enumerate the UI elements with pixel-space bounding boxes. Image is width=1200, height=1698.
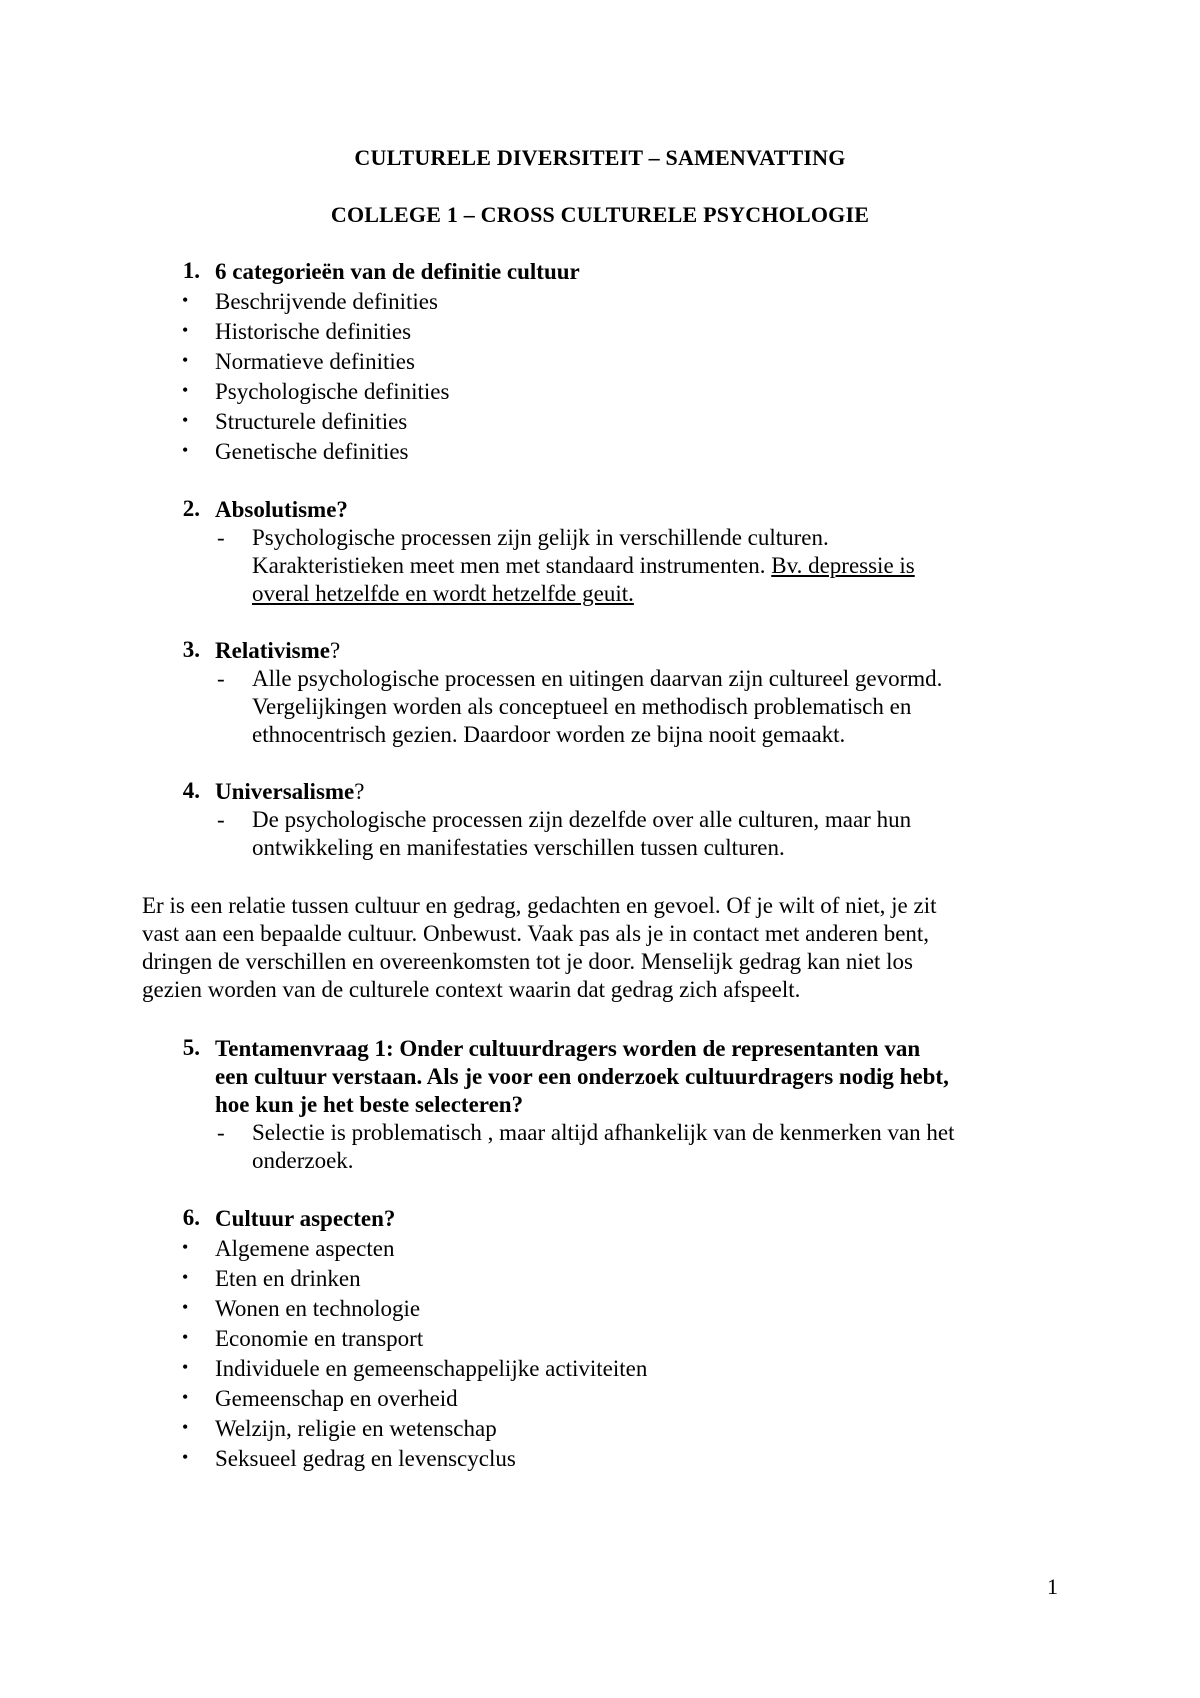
list-item: Historische definities	[215, 319, 412, 344]
section-number: 1.	[182, 258, 200, 283]
list-item: Beschrijvende definities	[215, 289, 438, 314]
dash-marker: -	[217, 666, 225, 691]
section-number: 4.	[182, 778, 200, 803]
heading-question-mark: ?	[329, 638, 341, 663]
dash-marker: -	[217, 807, 225, 832]
section-heading-line: een cultuur verstaan. Als je voor een onderzoek cultuurdragers nodig hebt,	[215, 1064, 949, 1089]
bullet-icon: •	[182, 1357, 189, 1377]
bullet-icon: •	[182, 1387, 189, 1407]
bullet-icon: •	[182, 290, 189, 310]
list-item: Seksueel gedrag en levenscyclus	[215, 1446, 516, 1471]
list-item: Economie en transport	[215, 1326, 424, 1351]
list-item: Eten en drinken	[215, 1266, 361, 1291]
paragraph-line: Er is een relatie tussen cultuur en gedrag, gedachten en gevoel. Of je wilt of niet, je zit	[142, 893, 937, 918]
section-heading-line: Tentamenvraag 1: Onder cultuurdragers worden de representanten van	[215, 1036, 921, 1061]
section-number: 3.	[182, 637, 200, 662]
body-line: De psychologische processen zijn dezelfde over alle culturen, maar hun	[252, 807, 912, 832]
underlined-line: overal hetzelfde en wordt hetzelfde geuit.	[252, 581, 634, 606]
list-item: Individuele en gemeenschappelijke activiteiten	[215, 1356, 648, 1381]
list-item: Wonen en technologie	[215, 1296, 421, 1321]
bullet-icon: •	[182, 380, 189, 400]
bullet-icon: •	[182, 1237, 189, 1257]
page-number: 1	[1047, 1574, 1058, 1599]
bullet-icon: •	[182, 320, 189, 340]
underlined-text: Bv. depressie is	[771, 553, 915, 578]
bullet-icon: •	[182, 440, 189, 460]
list-item: Normatieve definities	[215, 349, 415, 374]
list-item: Algemene aspecten	[215, 1236, 395, 1261]
heading-question-mark: ?	[354, 779, 365, 804]
list-item: Psychologische definities	[215, 379, 450, 404]
body-line: Psychologische processen zijn gelijk in verschillende culturen.	[252, 525, 829, 550]
section-number: 2.	[182, 496, 200, 521]
heading-text: Relativisme	[215, 638, 330, 663]
section-heading: Absolutisme?	[215, 497, 348, 522]
bullet-icon: •	[182, 1297, 189, 1317]
body-text: Karakteristieken meet men met standaard instrumenten.	[252, 553, 772, 578]
list-item: Structurele definities	[215, 409, 408, 434]
body-line: Alle psychologische processen en uitingen daarvan zijn cultureel gevormd.	[252, 666, 943, 691]
body-line: Vergelijkingen worden als conceptueel en methodisch problematisch en	[252, 694, 912, 719]
section-heading: Cultuur aspecten?	[215, 1206, 396, 1231]
bullet-icon: •	[182, 1447, 189, 1467]
dash-marker: -	[217, 525, 225, 550]
paragraph-line: vast aan een bepaalde cultuur. Onbewust. Vaak pas als je in contact met anderen bent,	[142, 921, 930, 946]
bullet-icon: •	[182, 1327, 189, 1347]
bullet-icon: •	[182, 1417, 189, 1437]
document-title: CULTURELE DIVERSITEIT – SAMENVATTING	[354, 145, 846, 170]
body-line	[252, 552, 915, 580]
list-item: Gemeenschap en overheid	[215, 1386, 458, 1411]
bullet-icon: •	[182, 1267, 189, 1287]
heading-text: Universalisme	[215, 779, 355, 804]
section-heading	[215, 637, 340, 665]
body-line: ethnocentrisch gezien. Daardoor worden ze bijna nooit gemaakt.	[252, 722, 846, 747]
body-line: ontwikkeling en manifestaties verschillen tussen culturen.	[252, 835, 785, 860]
document-subtitle: COLLEGE 1 – CROSS CULTURELE PSYCHOLOGIE	[330, 202, 870, 227]
section-number: 5.	[182, 1035, 200, 1060]
bullet-icon: •	[182, 410, 189, 430]
section-heading: 6 categorieën van de definitie cultuur	[215, 259, 580, 284]
section-number: 6.	[182, 1205, 200, 1230]
section-heading-line: hoe kun je het beste selecteren?	[215, 1092, 524, 1117]
bullet-icon: •	[182, 350, 189, 370]
section-heading	[215, 778, 364, 806]
paragraph-line: dringen de verschillen en overeenkomsten tot je door. Menselijk gedrag kan niet los	[142, 949, 913, 974]
dash-marker: -	[217, 1120, 225, 1145]
paragraph-line: gezien worden van de culturele context waarin dat gedrag zich afspeelt.	[142, 977, 801, 1002]
body-line: Selectie is problematisch , maar altijd afhankelijk van de kenmerken van het	[252, 1120, 955, 1145]
list-item: Genetische definities	[215, 439, 409, 464]
body-line: onderzoek.	[252, 1148, 354, 1173]
list-item: Welzijn, religie en wetenschap	[215, 1416, 497, 1441]
